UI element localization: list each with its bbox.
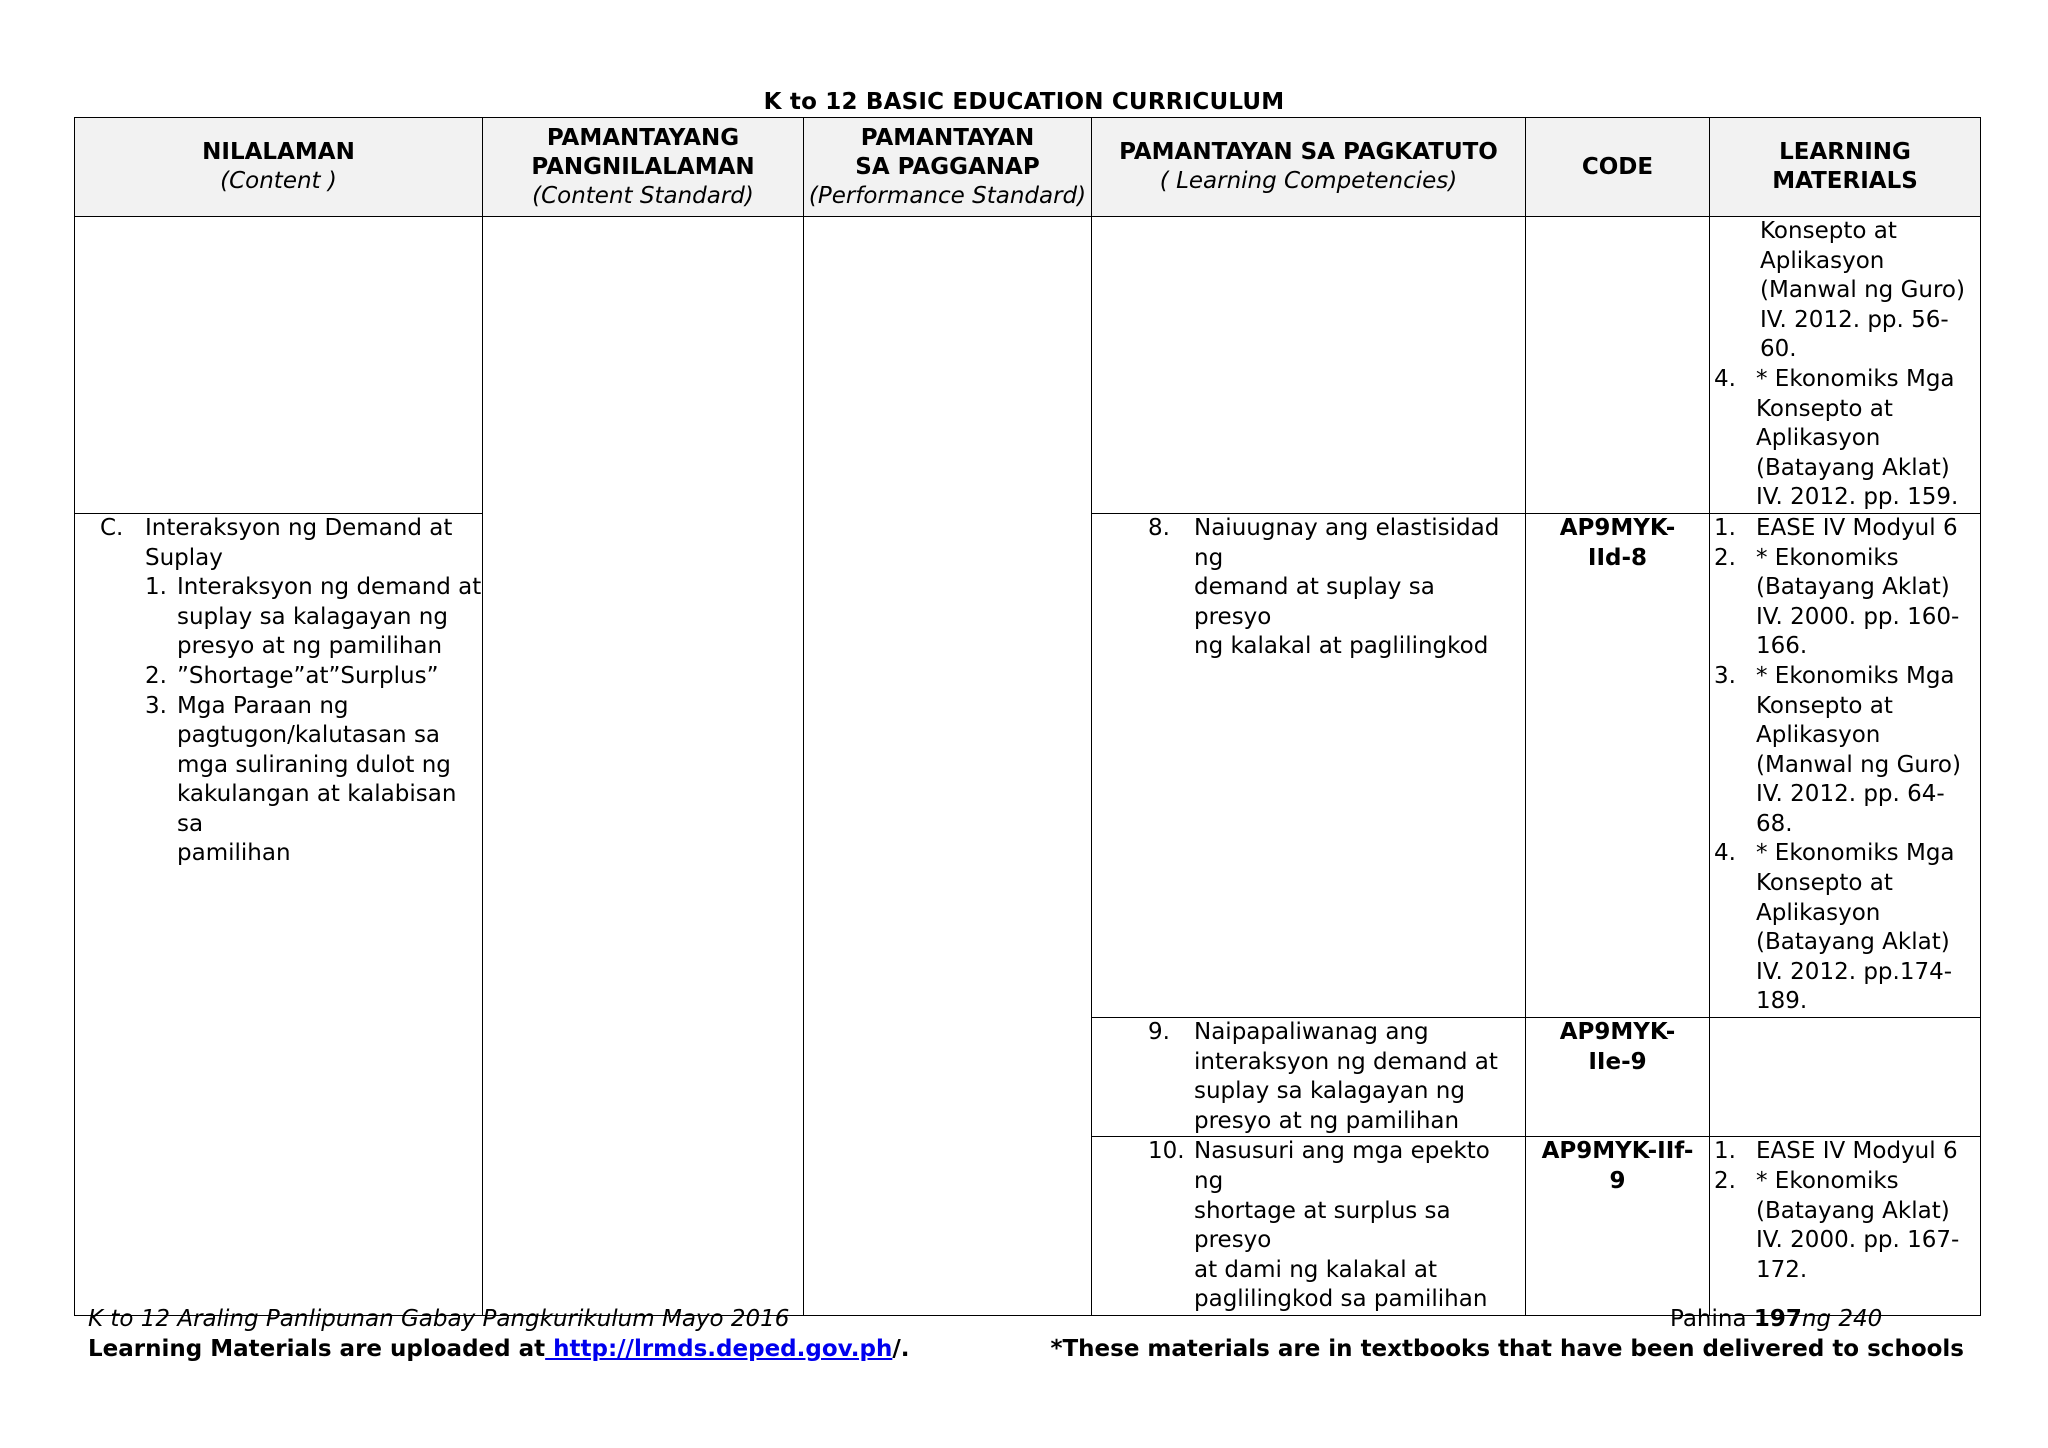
list-item [1710,365,1980,513]
content-line: pamilihan [177,840,291,867]
competency-number: 9. [1148,1019,1170,1046]
content-line: Interaksyon ng demand at [177,574,482,601]
competency-text [1194,1018,1525,1136]
list-number: 3. [145,692,167,719]
competency-text [1194,514,1525,662]
content-title-line: Suplay [145,544,223,571]
competency-number: 10. [1148,1138,1185,1165]
list-text [1756,662,1980,840]
list-item [1710,662,1980,840]
code-cell [1526,513,1710,1017]
list-item [1710,544,1980,662]
document-title: K to 12 BASIC EDUCATION CURRICULUM [763,89,1285,115]
header-content-sub: (Content ) [220,168,337,194]
code-line: IId-8 [1587,544,1648,571]
code-cell [1526,1137,1710,1316]
materials-line: (Batayang Aklat) [1756,929,1950,956]
materials-line: * Ekonomiks Mga [1756,365,1955,392]
competency-line: at dami ng kalakal at [1194,1256,1438,1283]
footer-textbook-note: *These materials are in textbooks that have been delivered to schools [1050,1336,1964,1362]
materials-line: Konsepto at [1756,395,1893,422]
list-text [1756,544,1980,662]
materials-line: 68. [1756,810,1793,837]
list-item [145,692,482,870]
content-standard-cell [483,217,804,1316]
table-header-row [75,118,1981,217]
lrmds-link[interactable]: http://lrmds.deped.gov.ph [545,1336,893,1362]
list-text [1756,514,1980,544]
materials-line: IV. 2012. pp. 56- [1760,306,1949,333]
footer-guide-title: K to 12 Araling Panlipunan Gabay Pangkurikulum Mayo 2016 [88,1306,790,1332]
header-performance-standard-main-2: SA PAGGANAP [855,153,1040,180]
content-title [145,514,452,573]
materials-line: Aplikasyon [1756,425,1881,452]
competency-cell [1092,513,1526,1017]
header-code-main: CODE [1581,153,1654,180]
header-content-standard-main-1: PAMANTAYANG [546,124,740,151]
competency-line: Naipapaliwanag ang [1194,1019,1429,1046]
list-number: 1. [1714,1138,1736,1165]
list-text [177,573,481,662]
materials-list [1710,514,1980,1017]
materials-line: Konsepto at [1756,692,1893,719]
header-materials-main-1: LEARNING [1779,139,1911,165]
content-line: mga suliraning dulot ng [177,751,451,778]
list-number: 1. [145,574,167,601]
materials-continued [1710,217,1980,365]
materials-list [1710,365,1980,513]
materials-cell [1710,513,1981,1017]
code-line: AP9MYK- [1559,1019,1676,1046]
header-materials-main-2: MATERIALS [1772,168,1918,194]
list-text [1756,1137,1980,1167]
header-content-standard-sub: (Content Standard) [532,182,754,209]
materials-line: * Ekonomiks [1756,1168,1899,1194]
content-cell-empty [75,217,483,514]
header-performance-standard [804,118,1092,217]
materials-line: 166. [1756,633,1808,660]
list-text [177,692,482,870]
list-number: 2. [1714,1168,1736,1194]
header-content-main: NILALAMAN [202,139,355,165]
footer-upload-prefix: Learning Materials are uploaded at [88,1336,546,1362]
header-materials [1710,118,1981,217]
competency-line: Nasusuri ang mga epekto ng [1194,1138,1490,1194]
page-number [1670,1306,1882,1332]
content-line: kakulangan at kalabisan sa [177,781,457,837]
competency-item [1092,1018,1525,1136]
materials-line: (Manwal ng Guro) [1756,751,1961,778]
materials-cell-empty [1710,1018,1981,1137]
materials-line: (Manwal ng Guro) [1760,277,1965,304]
materials-cell [1710,1137,1981,1316]
page-total: ng 240 [1801,1306,1883,1332]
content-letter: C. [100,514,124,541]
competency-line: ng kalakal at paglilingkod [1194,633,1489,660]
content-title-line: Interaksyon ng Demand at [145,514,453,541]
list-number: 2. [1714,544,1736,571]
header-performance-standard-sub: (Performance Standard) [808,182,1087,209]
code-cell [1526,1018,1710,1137]
competency-line: paglilingkod sa pamilihan [1194,1286,1488,1313]
competency-cell-empty [1092,217,1526,514]
list-text [177,662,439,692]
competency-line: presyo at ng pamilihan [1194,1107,1460,1134]
header-competencies [1092,118,1526,217]
list-item [1710,1137,1980,1167]
list-text [1756,1167,1980,1285]
materials-line: * Ekonomiks Mga [1756,662,1955,689]
competency-text [1194,1137,1525,1315]
materials-line: IV. 2000. pp. 160- [1756,603,1960,630]
materials-line: EASE IV Modyul 6 [1756,514,1958,541]
header-competencies-main: PAMANTAYAN SA PAGKATUTO [1119,139,1498,165]
list-number: 3. [1714,662,1736,689]
content-topic [75,514,482,573]
materials-line: Aplikasyon [1756,722,1881,749]
materials-line: Konsepto at [1760,218,1897,244]
materials-line: IV. 2012. pp. 64- [1756,781,1945,808]
competency-item [1092,1137,1525,1315]
content-subtopics [75,573,482,869]
curriculum-table [74,117,1981,1316]
header-content-standard-main-2: PANGNILALAMAN [531,153,755,180]
code-line: IIe-9 [1588,1048,1647,1075]
materials-line: 172. [1756,1256,1808,1283]
code-line: 9 [1609,1168,1626,1194]
content-cell [75,513,483,1315]
header-content [75,118,483,217]
materials-line: (Batayang Aklat) [1756,454,1950,481]
list-item [1710,839,1980,1017]
code-cell-empty [1526,217,1710,514]
materials-line: Aplikasyon [1760,247,1885,274]
list-item [145,573,482,662]
materials-line: 60. [1760,336,1797,363]
list-text [1756,839,1980,1017]
materials-line: IV. 2012. pp.174- [1756,958,1953,985]
content-line: ”Shortage”at”Surplus” [177,662,439,689]
competency-item [1092,514,1525,662]
materials-list [1710,1137,1980,1285]
materials-line: (Batayang Aklat) [1756,1197,1950,1224]
materials-line: * Ekonomiks [1756,544,1899,571]
competency-cell [1092,1137,1526,1316]
materials-line: IV. 2012. pp. 159. [1756,484,1959,511]
materials-line: IV. 2000. pp. 167- [1756,1227,1960,1254]
competency-cell [1092,1018,1526,1137]
header-performance-standard-main-1: PAMANTAYAN [860,124,1035,151]
header-content-standard [483,118,804,217]
code-line: AP9MYK- [1559,514,1676,541]
competency-line: demand at suplay sa presyo [1194,574,1435,630]
list-item [1710,1167,1980,1285]
materials-line: (Batayang Aklat) [1756,574,1950,601]
competency-line: interaksyon ng demand at [1194,1048,1498,1075]
footer-upload-note [88,1336,909,1362]
page-current: 197 [1753,1306,1802,1332]
code-line: AP9MYK-IIf- [1541,1138,1694,1165]
competency-line: Naiuugnay ang elastisidad ng [1194,514,1500,571]
content-line: suplay sa kalagayan ng [177,603,448,630]
list-number: 2. [145,662,167,689]
list-number: 4. [1714,840,1736,867]
content-line: presyo at ng pamilihan [177,633,443,660]
list-item [1710,514,1980,544]
materials-line: Aplikasyon [1756,899,1881,926]
materials-line: 189. [1756,988,1808,1015]
footer-upload-suffix: /. [892,1336,910,1362]
list-text [1756,365,1980,513]
materials-line: Konsepto at [1756,870,1893,897]
content-line: Mga Paraan ng [177,692,349,719]
list-number: 1. [1714,514,1736,541]
header-code [1526,118,1710,217]
table-row [75,217,1981,514]
competency-line: shortage at surplus sa presyo [1194,1197,1451,1254]
performance-standard-cell [804,217,1092,1316]
page-label: Pahina [1670,1306,1747,1332]
list-number: 4. [1714,365,1736,392]
header-competencies-sub: ( Learning Competencies) [1159,168,1458,194]
materials-cell [1710,217,1981,514]
materials-line: * Ekonomiks Mga [1756,840,1955,867]
competency-number: 8. [1148,514,1170,541]
competency-line: suplay sa kalagayan ng [1194,1078,1465,1105]
materials-line: EASE IV Modyul 6 [1756,1138,1958,1165]
content-line: pagtugon/kalutasan sa [177,722,441,749]
list-item [145,662,482,692]
